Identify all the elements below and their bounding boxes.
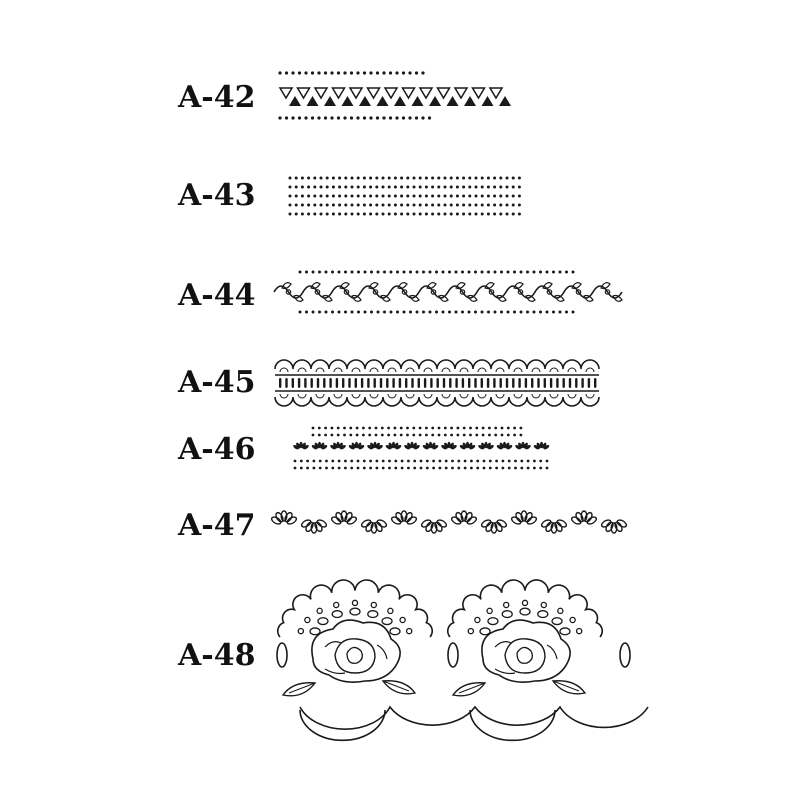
- fan-teardrop-pattern: [285, 423, 565, 473]
- pattern-code-a48: A-48: [178, 638, 256, 673]
- pattern-code-a47: A-47: [178, 508, 256, 543]
- pattern-code-a46: A-46: [178, 432, 256, 467]
- triangle-border-pattern: [270, 66, 520, 126]
- pattern-code-a43: A-43: [178, 178, 256, 213]
- dot-grid-pattern: [285, 172, 525, 222]
- pattern-code-a42: A-42: [178, 80, 256, 115]
- scalloped-eyelet-pattern: [270, 355, 600, 411]
- rose-scallop-lace-pattern: [270, 575, 660, 740]
- pattern-code-a45: A-45: [178, 365, 256, 400]
- vine-scroll-pattern: [268, 266, 628, 318]
- pattern-code-a44: A-44: [178, 278, 256, 313]
- teardrop-cluster-pattern: [268, 497, 648, 547]
